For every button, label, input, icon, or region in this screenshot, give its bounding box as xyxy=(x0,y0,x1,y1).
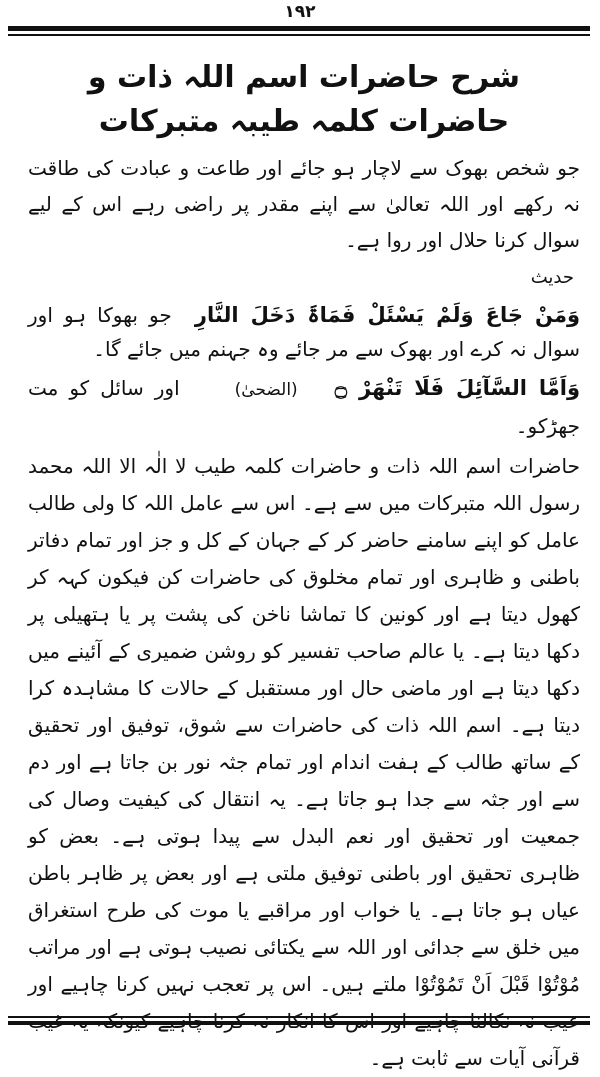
bottom-rule-thick xyxy=(8,1021,590,1025)
ayah-block xyxy=(28,370,580,444)
intro-paragraph: جو شخص بھوک سے لاچار ہو جائے اور طاعت و عبادت کی طاقت نہ رکھے اور اللہ تعالیٰ سے اپنے مقدر پر راضی رہے اس کے لیے سوال کرنا حلال اور روا ہے۔ xyxy=(28,156,580,252)
ayah-translation: اور سائل کو مت جھڑکو۔ xyxy=(28,376,580,438)
hadith-block xyxy=(28,298,580,366)
hadith-arabic: وَمَنْ جَاعَ وَلَمْ یَسْئَلْ فَمَاۃَ دَخَلَ النَّارِ xyxy=(194,303,580,327)
bottom-rule-thin xyxy=(8,1016,590,1018)
page-content xyxy=(28,50,580,1077)
ayah-reference: (الضحیٰ) xyxy=(234,380,298,400)
page-heading: شرح حاضرات اسم اللہ ذات و حاضرات کلمہ طیبہ متبرکات xyxy=(87,60,521,139)
ayah-arabic: وَاَمَّا السَّآئِلَ فَلَا تَنْهَرْ ۝ xyxy=(334,376,581,400)
hadith-label: حدیث xyxy=(530,267,574,288)
top-rule-thin xyxy=(8,34,590,36)
page-number: ۱۹۲ xyxy=(284,2,316,22)
top-rule-thick xyxy=(8,26,590,31)
body-paragraph: حاضرات اسم اللہ ذات و حاضرات کلمہ طیب لا الٰہ الا اللہ محمد رسول اللہ متبرکات میں سے ہے۔ اس سے عامل اللہ کا ولی طالب عامل کو اپنے سامنے حاضر کر کے جہان کے کل و جز اور تمام دفاتر باطنی و ظاہری اور تمام مخلوق کی حاضرات کن فیکون کہہ کر کھول دیتا ہے اور کونین کا تماشا ناخن کی پشت پر یا ہتھیلی پر دکھا دیتا ہے۔ یا عالم صاحب تفسیر کو روشن ضمیری کے آئینے میں دکھا دیتا ہے اور ماضی حال اور مستقبل کے حالات کا مشاہدہ کرا دیتا ہے۔ اسم اللہ ذات کی حاضرات سے شوق، توفیق اور تحقیق کے ساتھ طالب کے ہفت اندام اور تمام جثہ نور بن جاتا ہے اور دم سے اور جثہ سے جدا ہو جاتا ہے۔ یہ انتقال کی کیفیت وصال کی جمعیت اور تحقیق اور نعم البدل سے پیدا ہوتی ہے۔ بعض کو ظاہری تحقیق اور باطنی توفیق ملتی ہے اور بعض پر ظاہر باطن عیاں ہو جاتا ہے۔ یا خواب اور مراقبے یا موت کی طرح استغراق میں خلق سے جدائی اور اللہ سے یکتائی نصیب ہوتی ہے اور مراتب مُوْتُوْا قَبْلَ اَنْ تَمُوْتُوْا ملتے ہیں۔ اس پر تعجب نہیں کرنا چاہیے اور قرآنی آیات سے ثابت ہے۔ xyxy=(28,454,580,1070)
hadith-translation: جو بھوکا ہو اور سوال نہ کرے اور بھوک سے مر جائے وہ جہنم میں جائے گا۔ xyxy=(28,303,580,361)
